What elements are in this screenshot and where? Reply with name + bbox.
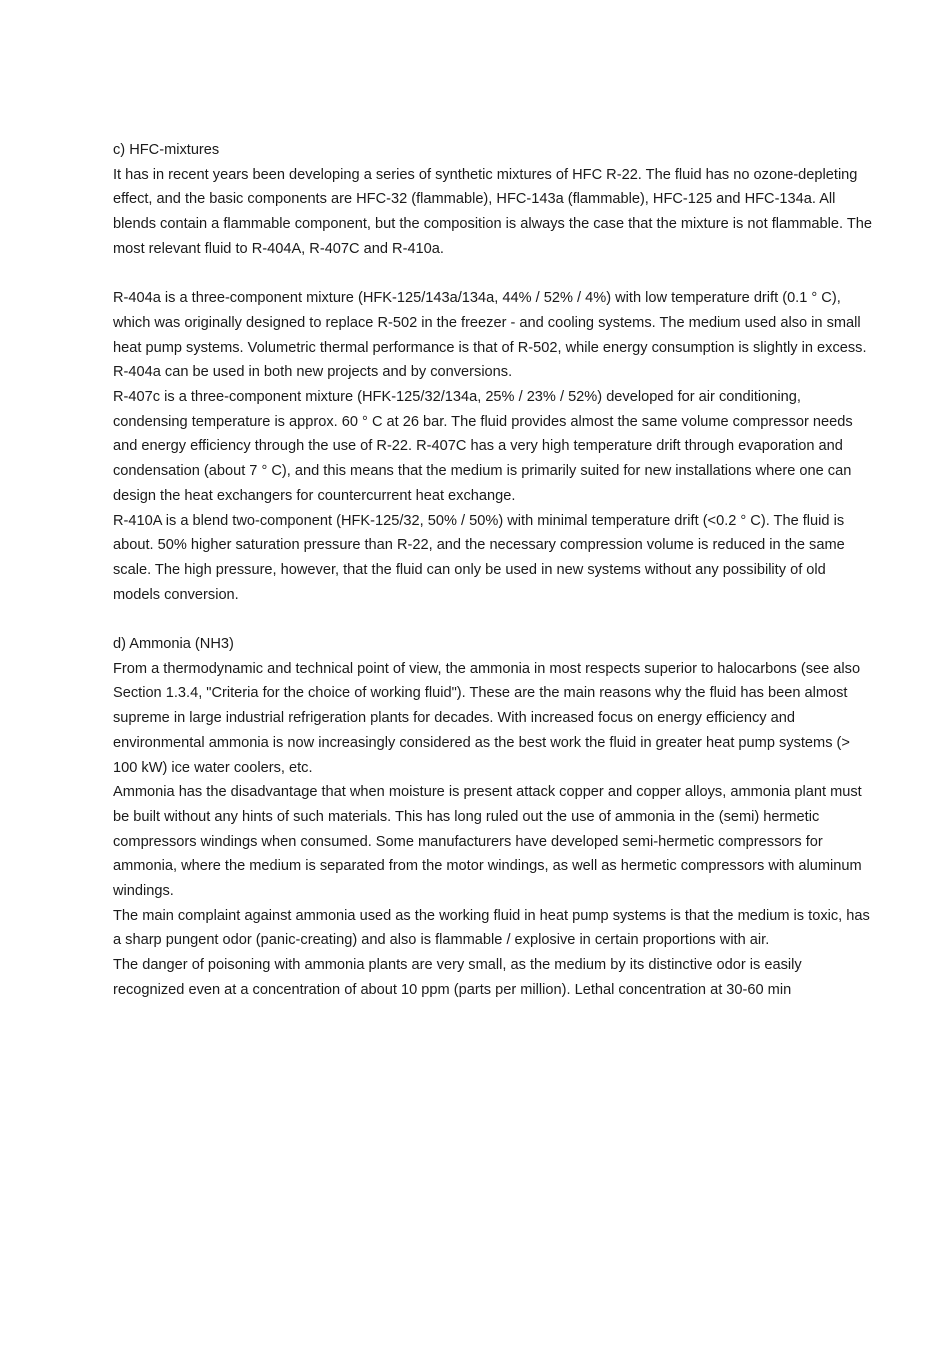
section-c-heading: c) HFC-mixtures [113, 142, 220, 158]
paragraph-gap [113, 262, 875, 287]
r407c-paragraph: R-407c is a three-component mixture (HFK-125/32/134a, 25% / 23% / 52%) developed for air conditioning, condensing temperature is approx. 60 ° C at 26 bar. The fluid provides almost the same volume compressor needs and energy efficiency through the use of R-22. R-407C has a very high temperature drift through evaporation and condensation (about 7 ° C), and this means that the medium is primarily suited for new installations where one can design the heat exchangers for countercurrent heat exchange. [113, 389, 853, 504]
ammonia-paragraph-1: From a thermodynamic and technical point of view, the ammonia in most respects superior to halocarbons (see also Section 1.3.4, "Criteria for the choice of working fluid"). These are the main reasons why the fluid has been almost supreme in large industrial refrigeration plants for decades. With increased focus on energy efficiency and environmental ammonia is now increasingly considered as the best work the fluid in greater heat pump systems (> 100 kW) ice water coolers, etc. [113, 660, 861, 776]
section-c-intro: It has in recent years been developing a series of synthetic mixtures of HFC R-22. The fluid has no ozone-depleting effect, and the basic components are HFC-32 (flammable), HFC-143a (flammable), HFC-125 and HFC-134a. All blends contain a flammable component, but the composition is always the case that the mixture is not flammable. The most relevant fluid to R-404A, R-407C and R-410a. [113, 166, 873, 257]
ammonia-paragraph-4: The danger of poisoning with ammonia plants are very small, as the medium by its distinctive odor is easily recognized even at a concentration of about 10 ppm (parts per million). Lethal concentration at 30-60 min [113, 957, 802, 998]
document-page [113, 138, 875, 1003]
paragraph-gap [113, 607, 875, 632]
ammonia-paragraph-2: Ammonia has the disadvantage that when moisture is present attack copper and copper alloys, ammonia plant must be built without any hints of such materials. This has long ruled out the use of ammonia in the (semi) hermetic compressors windings when consumed. Some manufacturers have developed semi-hermetic compressors for ammonia, where the medium is separated from the motor windings, as well as hermetic compressors with aluminum windings. [113, 784, 862, 900]
section-d-heading: d) Ammonia (NH3) [113, 636, 234, 653]
r404a-paragraph: R-404a is a three-component mixture (HFK-125/143a/134a, 44% / 52% / 4%) with low temperature drift (0.1 ° C), which was originally designed to replace R-502 in the freezer - and cooling systems. The medium used also in small heat pump systems. Volumetric thermal performance is that of R-502, while energy consumption is slightly in excess. R-404a can be used in both new projects and by conversions. [113, 290, 867, 381]
r410a-paragraph: R-410A is a blend two-component (HFK-125/32, 50% / 50%) with minimal temperature drift (<0.2 ° C). The fluid is about. 50% higher saturation pressure than R-22, and the necessary compression volume is reduced in the same scale. The high pressure, however, that the fluid can only be used in new systems without any possibility of old models conversion. [113, 512, 845, 603]
ammonia-paragraph-3: The main complaint against ammonia used as the working fluid in heat pump systems is that the medium is toxic, has a sharp pungent odor (panic-creating) and also is flammable / explosive in certain proportions with air. [113, 907, 870, 949]
